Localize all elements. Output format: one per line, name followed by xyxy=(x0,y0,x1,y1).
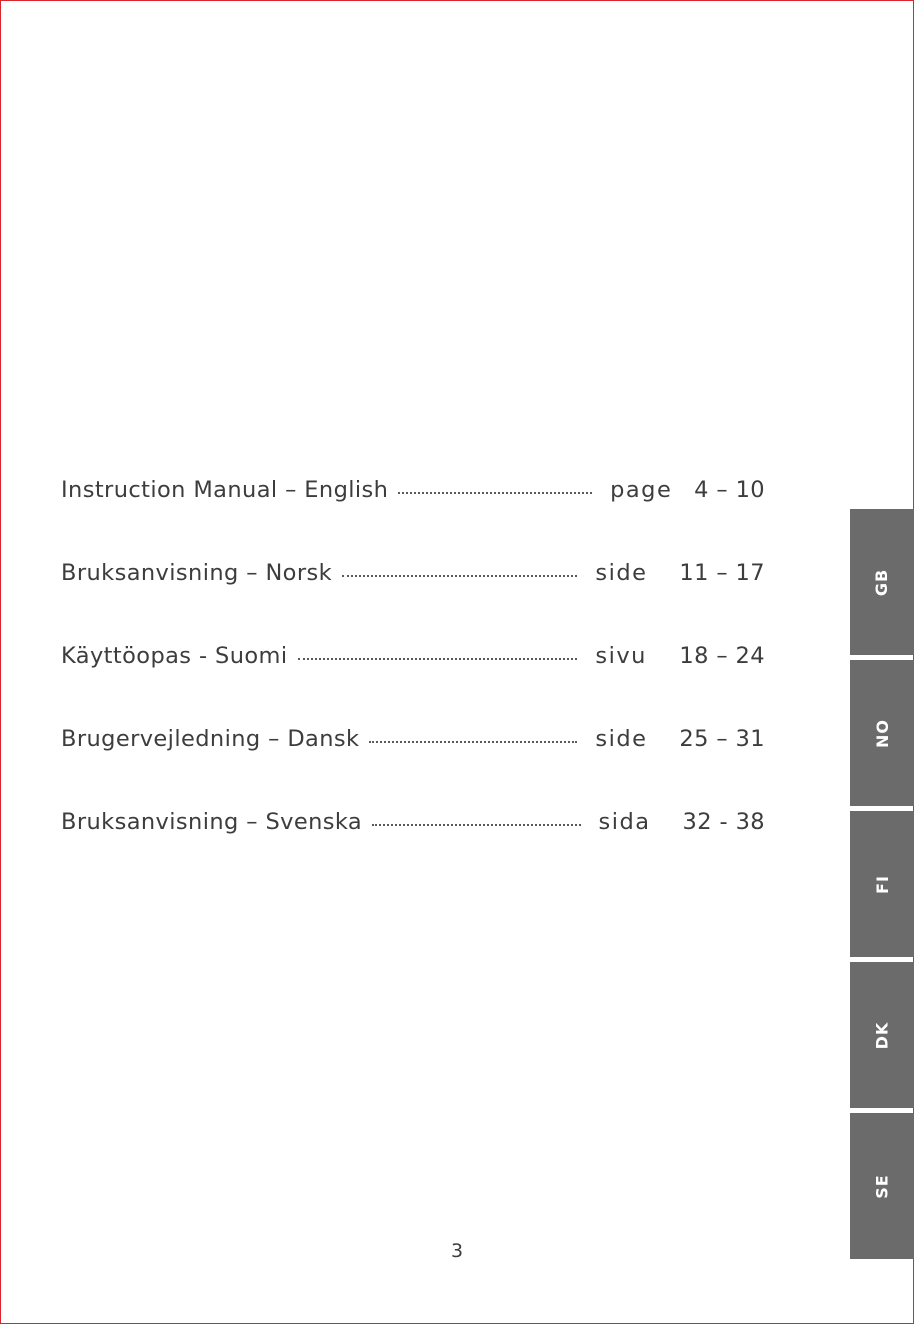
toc-entry-title: Käyttöopas - Suomi xyxy=(61,643,288,669)
toc-entry-page-word: side xyxy=(595,726,648,752)
table-of-contents xyxy=(61,477,765,892)
toc-entry-page-range: 32 - 38 xyxy=(682,809,765,835)
language-tab-label: NO xyxy=(872,718,892,748)
dot-leader xyxy=(398,492,592,494)
toc-entry-page-word: side xyxy=(595,560,648,586)
dot-leader xyxy=(369,741,577,743)
toc-entry-page-range: 11 – 17 xyxy=(679,560,765,586)
toc-entry-svenska[interactable] xyxy=(61,809,765,843)
language-tab-fi[interactable] xyxy=(850,811,914,957)
dot-leader xyxy=(298,658,578,660)
language-tab-no[interactable] xyxy=(850,660,914,806)
dot-leader xyxy=(342,575,577,577)
toc-entry-norsk[interactable] xyxy=(61,560,765,594)
toc-entry-page-word: sivu xyxy=(595,643,647,669)
toc-entry-page-range: 4 – 10 xyxy=(694,477,765,503)
language-tab-label: FI xyxy=(872,874,892,894)
language-tab-se[interactable] xyxy=(850,1113,914,1259)
toc-entry-english[interactable] xyxy=(61,477,765,511)
dot-leader xyxy=(372,824,580,826)
language-tab-label: GB xyxy=(872,568,892,596)
toc-entry-title: Instruction Manual – English xyxy=(61,477,389,503)
toc-entry-page-range: 25 – 31 xyxy=(679,726,765,752)
language-tab-dk[interactable] xyxy=(850,962,914,1108)
toc-entry-page-word: page xyxy=(610,477,673,503)
page-number: 3 xyxy=(450,1240,464,1262)
toc-entry-dansk[interactable] xyxy=(61,726,765,760)
toc-entry-page-word: sida xyxy=(598,809,651,835)
language-tabs xyxy=(850,509,914,1264)
toc-entry-title: Bruksanvisning – Svenska xyxy=(61,809,363,835)
language-tab-gb[interactable] xyxy=(850,509,914,655)
toc-entry-title: Bruksanvisning – Norsk xyxy=(61,560,333,586)
toc-entry-suomi[interactable] xyxy=(61,643,765,677)
language-tab-label: DK xyxy=(872,1021,892,1049)
toc-entry-page-range: 18 – 24 xyxy=(679,643,765,669)
language-tab-label: SE xyxy=(872,1173,892,1199)
toc-entry-title: Brugervejledning – Dansk xyxy=(61,726,360,752)
